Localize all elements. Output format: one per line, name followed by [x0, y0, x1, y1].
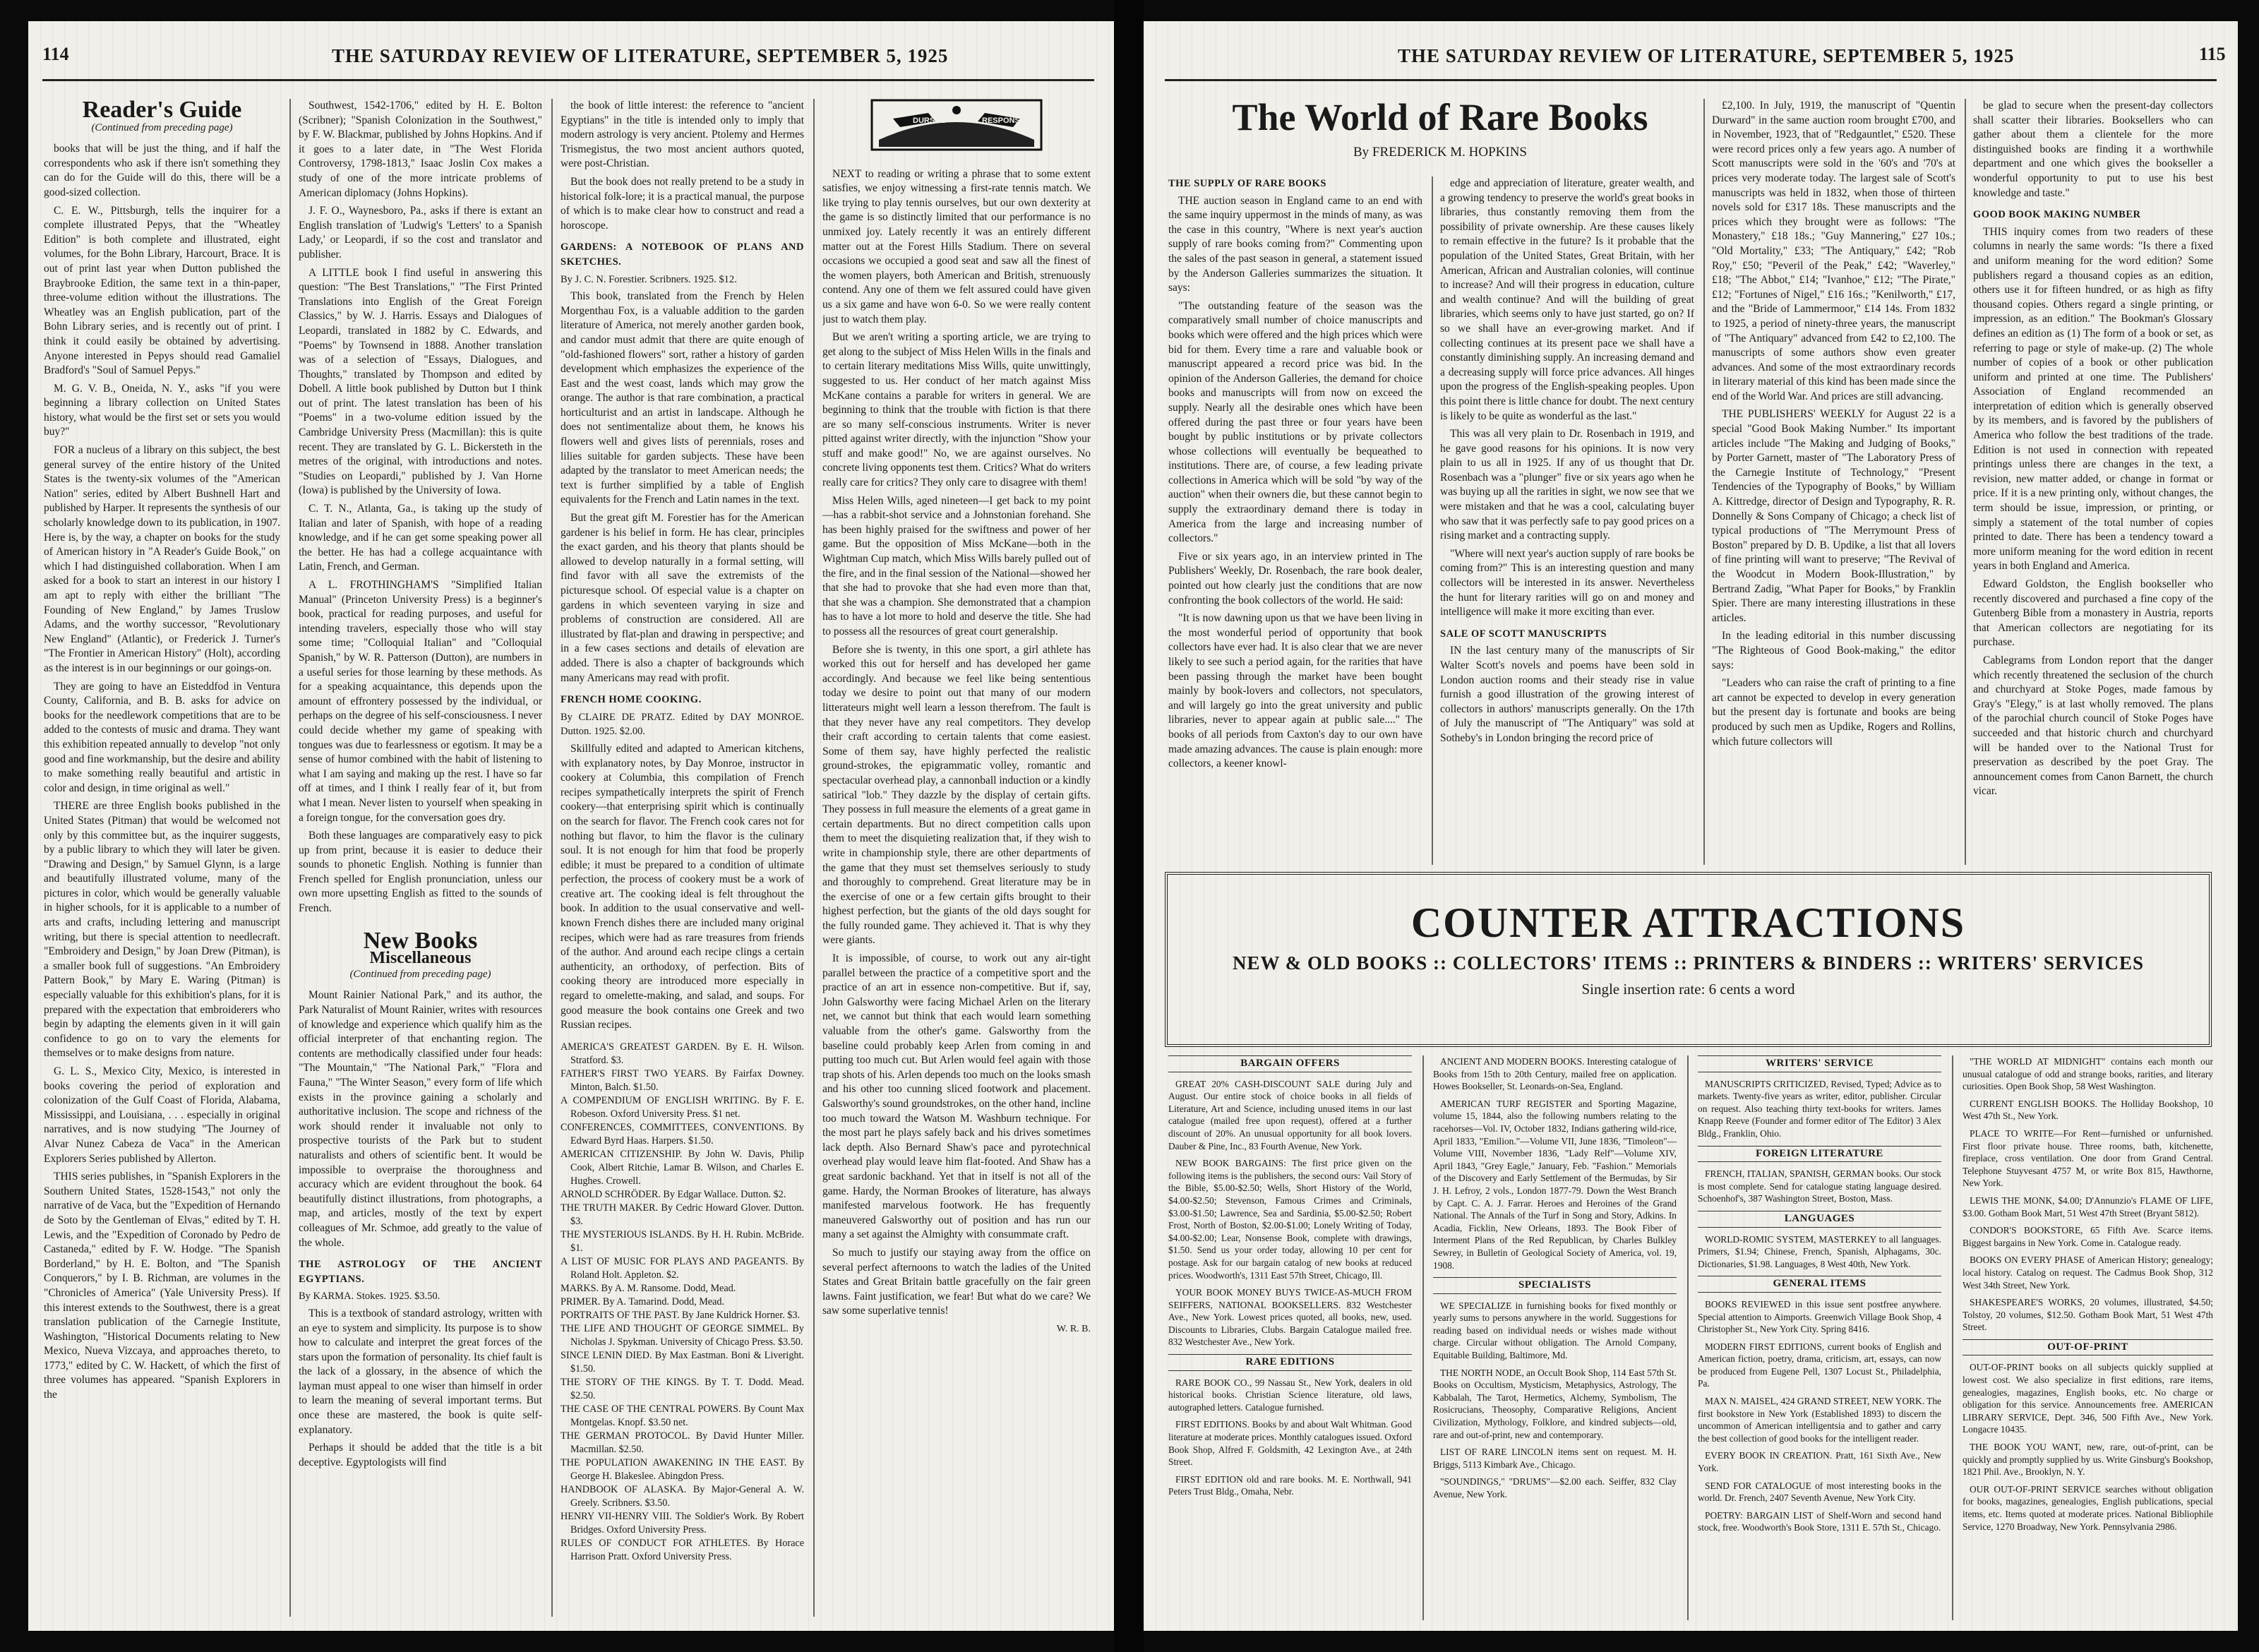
paragraph: But the great gift M. Forestier has for the American gardener is his belief in form. He has clear, principles the exact garden, and his theory that plants should be allowed to develop naturally in a formal setting, will find favor with all save the extremists of the picturesque school. Of especial value is a chapter on gardens in which seventeen varying in size and problems of construction are considered. All are illustrated by flat-plan and drawing in perspective; and in a few cases sections and details of elevation are added. There is also a chapter of backgrounds which many Americans may read with profit. — [561, 512, 804, 684]
paragraph: Both these languages are comparatively easy to pick up from print, because it is easier to deduce their sounds to phonetic English. Nothing is funnier than French spelled for English pronunciation, unless our own more upsetting English as fitted to the sounds of French. — [299, 830, 542, 915]
classified-ad: THE BOOK YOU WANT, new, rare, out-of-print, can be quickly and promptly supplied by us. Write Ginsburg's Bookshop, 1821 Phil. Ave., Brooklyn, N. Y. — [1963, 1442, 2213, 1478]
new-books-continued: (Continued from preceding page) — [349, 968, 491, 980]
astrology-continued-body — [561, 99, 804, 233]
paragraph: In the leading editorial in this number discussing "The Righteous of Good Book-making," the editor says: — [1712, 630, 1955, 671]
readers-guide-body — [44, 142, 280, 1402]
classified-heading: SPECIALISTS — [1433, 1277, 1677, 1294]
french-cooking-heading: FRENCH HOME COOKING. — [561, 694, 702, 706]
paragraph: THERE are three English books published in the United States (Pitman) that would be welcomed not only by this committee but, as the inquirer suggests, by a public library to which they will later be given. "Drawing and Design," by Samuel Glynn, is a large and beautifully illustrated volume, many of the pictures in color, which would be generally valuable in higher schools, for it is applicable to a number of arts and crafts, including lettering and manuscript writing, but there is special attention to needlecraft. "Embroidery and Design," by Joan Drew (Pitman), is a smaller book full of suggestions. "An Embroidery Pattern Book," by Mary E. Waring (Pitman) is especially valuable for this exhibition's plans, for it is prepared with the expectation that embroiderers who begin by adapting the elements given in it will gain confidence to go on to vary the elements for themselves or to make designs from nature. — [44, 800, 280, 1060]
counter-attractions-subtitle: NEW & OLD BOOKS :: COLLECTORS' ITEMS :: PRINTERS & BINDERS :: WRITERS' SERVICES — [1232, 952, 2145, 974]
classified-ad: POETRY: BARGAIN LIST of Shelf-Worn and second hand stock, free. Woodworth's Book Store, 1311 E. 57th St., Chicago. — [1698, 1509, 1941, 1533]
paragraph: "Leaders who can raise the craft of printing to a fine art cannot be expected to develop in every generation but the present day is fortunate and books are being produced by such men as Updike, Rogers and Rollins, which future collectors will — [1712, 677, 1955, 748]
new-books-body — [299, 988, 542, 1250]
book-list-item: THE LIFE AND THOUGHT OF GEORGE SIMMEL. By Nicholas J. Spykman. University of Chicago Press. $3.50. — [561, 1322, 804, 1348]
gardens-meta: By J. C. N. Forestier. Scribners. 1925. $12. — [561, 273, 737, 285]
classified-ad: GREAT 20% CASH-DISCOUNT SALE during July and August. Our entire stock of choice books in all fields of Literature, Art and Science, including unused items in our last catalogue (mailed free upon request), offered at a further discount of 20%. An unusual opportunity for all book lovers. Dauber & Pine, Inc., 83 Fourth Avenue, New York. — [1168, 1078, 1412, 1151]
making-heading: GOOD BOOK MAKING NUMBER — [1973, 209, 2141, 221]
column-rule — [551, 99, 553, 1617]
french-cooking-meta: By CLAIRE DE PRATZ. Edited by DAY MONROE. Dutton. 1925. $2.00. — [561, 711, 804, 738]
rare-books-column-4 — [1973, 99, 2213, 865]
classified-ad: OUT-OF-PRINT books on all subjects quickly supplied at lowest cost. We also specialize in first editions, rare items, genealogies, magazines, English books, etc. No charge or obligation for this service. Announcements free. AMERICAN LIBRARY SERVICE, Dept. 346, 500 Fifth Ave., New York. Longacre 10435. — [1963, 1362, 2213, 1435]
classified-ad: NEW BOOK BARGAINS: The first price given on the following items is the publishers, the second ours: Vail Story of the Bible, $5.00-$2.50; Wells, Short History of the World, $4.00-$2.50; Stevenson, Famous Crimes and Criminals, $3.00-$1.50; Lawrence, Sea and Sardinia, $5.00-$2.50; Robert Frost, North of Boston, $2.00-$1.00; Lonely Writing of Today, $4.00-$2.00; Lear, Nonsense Book, complete with drawings, $1.50. Send us your order today, allowing 10 per cent for postage. Ask for our bargain catalog of new books at reduced prices. Woodworth's, 1311 East 57th Street, Chicago, Ill. — [1168, 1158, 1412, 1281]
classified-heading: WRITERS' SERVICE — [1698, 1055, 1941, 1072]
new-books-subtitle: Miscellaneous — [369, 949, 472, 968]
page-gutter — [1114, 0, 1144, 1652]
astrology-meta: By KARMA. Stokes. 1925. $3.50. — [299, 1291, 441, 1303]
readers-guide-continued: (Continued from preceding page) — [91, 121, 233, 133]
paragraph: This is a textbook of standard astrology, written with an eye to system and simplicity. Its purpose is to show how to calculate and interpret the great forces of the stars upon the formation of personality. Its chief fault is the lack of a glossary, in the absence of which the layman must appeal to one wiser than himself in order to learn the meaning of several important terms. But once these are mastered, the book is quite self-explanatory. — [299, 1307, 542, 1436]
counter-attractions-title: COUNTER ATTRACTIONS — [1410, 899, 1966, 946]
column-rule — [289, 99, 291, 1617]
classifieds-column-3 — [1698, 1055, 1941, 1539]
book-list-item: THE MYSTERIOUS ISLANDS. By H. H. Rubin. McBride. $1. — [561, 1228, 804, 1254]
book-list-item: PORTRAITS OF THE PAST. By Jane Kuldrick Horner. $3. — [561, 1309, 800, 1321]
classified-ad: RARE BOOK CO., 99 Nassau St., New York, dealers in old historical books. Christian Science literature, old laws, autographed letters. Catalogue furnished. — [1168, 1377, 1412, 1413]
rare-books-column-1 — [1168, 176, 1422, 865]
paragraph: the book of little interest: the reference to "ancient Egyptians" in the title is intended only to imply that modern astrology is very ancient. Ptolemy and Hermes Trismegistus, the two most ancient authors quoted, were post-Christian. — [561, 100, 804, 170]
classifieds-column-1 — [1168, 1055, 1412, 1503]
paragraph: This book, translated from the French by Helen Morgenthau Fox, is a valuable addition to the garden literature of America, not merely another garden book, and candor must admit that there are quite enough of "old-fashioned flowers" sort, rather a history of garden development which emphasizes the experience of the East and the west coast, lands which may grow the orange. The author is that rare combination, a practical horticulturist and an artist in landscape. Although he does not sentimentalize about them, he knows his flowers well and gives lists of perennials, roses and lilies suitable for garden subjects. These have been adapted by the translator to meet American needs; the text is further simplified by a table of English equivalents for the French and Latin names in the text. — [561, 290, 804, 506]
book-list-item: SINCE LENIN DIED. By Max Eastman. Boni & Liveright. $1.50. — [561, 1349, 804, 1375]
paragraph: "It is now dawning upon us that we have been living in the most wonderful period of opportunity that book collectors have ever had. It is also clear that we are never likely to see such a period again, for the rarities that have been passing through the market have been bought mainly by book-lovers and collectors, not speculators, and will largely go into the great university and public libraries, never to appear again at public sale...." The books of all periods from Caxton's day to our own have made amazing advances. The cause is plain enough: more collectors, a keener knowl- — [1168, 612, 1422, 770]
reviews-column — [561, 99, 804, 1617]
counter-attractions-banner — [1165, 872, 2212, 1047]
paragraph: G. L. S., Mexico City, Mexico, is interested in books covering the period of exploration and colonization of the Gulf Coast of Florida, Alabama, Mississippi, and Louisiana, . . . especially in original narratives, and is now studying "The Journey of Alvar Nunez Cabeza de Vaca" in the American Explorers Series published by Allerton. — [44, 1065, 280, 1165]
paragraph: be glad to secure when the present-day collectors shall scatter their libraries. Booksellers who can gather about them a clientele for the more distinguished books are finding it a worthwhile department and one which gives the bookseller a wonderful opportunity to put to use his best knowledge and taste." — [1973, 100, 2213, 199]
classified-heading: FOREIGN LITERATURE — [1698, 1146, 1941, 1163]
paragraph: A L. FROTHINGHAM'S "Simplified Italian Manual" (Princeton University Press) is a beginner's book, practical for reading purposes, and useful for intending travelers, especially those who will stay some time; "Colloquial Italian" and "Colloquial Spanish," by W. R. Patterson (Dutton), are numbers in a useful series for those learning by these methods. As for a speaking acquaintance, this depends upon the amount of effrontery possessed by the individual, or perhaps on the degree of his self-consciousness. I never could decide whether my game of speaking with tongues was due to fearlessness or egotism. It may be a sense of humor combined with the habit of listening to what I am saying and making up the rest. I have so far off at times, and I think I really fear of it, but from what I mean. Never listen to yourself when speaking in a foreign tongue, for the conversation goes dry. — [299, 579, 542, 824]
classified-ad: FIRST EDITIONS. Books by and about Walt Whitman. Good literature at moderate prices. Monthly catalogues issued. Oxford Book Shop, Alfred F. Goldsmith, 42 Lexington Ave., at 24th Street. — [1168, 1419, 1412, 1468]
astrology-heading: THE ASTROLOGY OF THE ANCIENT EGYPTIANS. — [299, 1259, 542, 1285]
classified-ad: LIST OF RARE LINCOLN items sent on request. M. H. Briggs, 5113 Kimbark Ave., Chicago. — [1433, 1447, 1677, 1470]
paragraph: THIS series publishes, in "Spanish Explorers in the Southern United States, 1528-1543," not only the narrative of de Vaca, but the "Expedition of Hernando de Soto by the Gentleman of Elvas," edited by T. H. Lewis, and the "Expedition of Coronado by Pedro de Castaneda," edited by F. W. Hodge. "The Spanish Borderland," by H. E. Bolton, and "The Spanish Conquerors," by I. B. Richman, are volumes in the "Chronicles of America" (Yale University Press). If this interest extends to the Southwest, there is a great translation publication of the Carnegie Institute, Washington, "Historical Documents relating to New Mexico, Nueva Vizcaya, and approaches thereto, to 1773," edited by C. W. Hackett, of which the first of three volumes has appeared. "Spanish Explorers in the — [44, 1171, 280, 1401]
paragraph: NEXT to reading or writing a phrase that to some extent satisfies, we enjoy witnessing a first-rate tennis match. We like trying to play tennis ourselves, but our own dexterity at the game is so distinctly limited that our performance is no unmixed joy. Lately recently it was an entirely different matter out at the Forest Hills Stadium. There on several occasions we occupied a good seat and saw all the finest of the women players, both American and British, strenuously contend. Any one of them we felt assured could have given us a six game and have won 6-0. So we were really content just to watch them play. — [822, 167, 1091, 325]
header-rule — [1165, 79, 2217, 81]
paragraph: But the book does not really pretend to be a study in historical folk-lore; it is a practical manual, the purpose of which is to make clear how to construct and read a horoscope. — [561, 175, 804, 232]
book-list-item: FATHER'S FIRST TWO YEARS. By Fairfax Downey. Minton, Balch. $1.50. — [561, 1067, 804, 1093]
guide-continued-column — [299, 99, 542, 1617]
classified-heading: BARGAIN OFFERS — [1168, 1055, 1412, 1072]
gardens-body — [561, 289, 804, 686]
paragraph: "The outstanding feature of the season was the comparatively small number of choice manuscripts and books which were offered and the high prices which were bid for them. Every time a rare and valuable book or manuscript appeared a record price was bid. In the opinion of the Anderson Galleries, the demand for choice books and manuscripts will from now on exceed the supply. Nearly all the desirable ones which have been offered during the past three or four years have been bought by public institutions or by private collectors whose collections will eventually be bequeathed to institutions. There are, of course, a few leading private collections in America which will be sold "by way of the auction" when their owners die, but these cannot begin to supply the extraordinary demand there is today in America from the large and increasing number of collectors." — [1168, 299, 1422, 545]
book-list-item: A LIST OF MUSIC FOR PLAYS AND PAGEANTS. By Roland Holt. Appleton. $2. — [561, 1255, 804, 1281]
paragraph: "Where will next year's auction supply of rare books be coming from?" This is an interesting question and many collectors will be interested in its answer. Nevertheless the hunt for literary rarities will go on and money and intelligence will make it more exciting than ever. — [1440, 547, 1694, 618]
classified-ad: MANUSCRIPTS CRITICIZED, Revised, Typed; Advice as to markets. Twenty-five years as writer, editor, publisher. Circular on request. Also teaching thirty text-books for writers. James Knapp Reeve (Founder and former editor of The Editor) 3 Alex Bldg., Franklin, Ohio. — [1698, 1078, 1941, 1139]
book-list-item: THE CASE OF THE CENTRAL POWERS. By Count Max Montgelas. Knopf. $3.50 net. — [561, 1403, 804, 1428]
paragraph: £2,100. In July, 1919, the manuscript of "Quentin Durward" in the same auction room brought £700, and in November, 1923, that of "Redgauntlet," £520. These were record prices only a few years ago. A number of Scott manuscripts were sold in the '60's and '70's at prices very moderate today. The largest sale of Scott's manuscripts was held in 1832, when those of thirteen novels sold for £317 18s. These manuscripts and the prices which they brought were as follows: "The Monastery," £18 18s.; "Guy Mannering," £27 10s.; "Old Mortality," £33; "The Antiquary," £42; "Rob Roy," £50; "Peveril of the Peak," £42; "Waverley," £18; "The Abbot," £14; "Ivanhoe," £12; "The Pirate," £12; "Fortunes of Nigel," £16 16s.; "Kenilworth," £17, and the "Bride of Lammermoor," £14 14s. From 1832 to 1925, a period of ninety-three years, the manuscript of "The Antiquary" advanced from £42 to £2,100. The manuscripts of some authors show even greater advances. And some of the most extraordinary records in literary material of this kind has been made since the end of the World War. And prices are still advancing. — [1712, 100, 1955, 402]
classified-heading: RARE EDITIONS — [1168, 1354, 1412, 1371]
paragraph: But we aren't writing a sporting article, we are trying to get along to the subject of Miss Helen Wills in the finals and to certain literary meditations Miss Wills, quite unwittingly, suggested to us. Her conduct of her match against Miss McKane contains a parable for writers in general. We are beginning to think that the trouble with fiction is that there are so many self-conscious instruments. Writer is never pitted against writer directly, with the injunction "Show your stuff and make good!" No, we are against ourselves. No concrete living opponents test them. Critics? What do writers really care for critics? They only care to disagree with them! — [822, 331, 1091, 489]
column-rule — [1965, 99, 1966, 865]
paragraph: They are going to have an Eisteddfod in Ventura County, California, and B. B. asks for advice on books for the needlework competitions that are to be added to the contests of music and drama. They want this exhibition repeated annually to develop "not only good and fine workmanship, but the desire and ability to make something really beautiful and artistic in color and design, in time original as well." — [44, 680, 280, 794]
header-rule — [42, 79, 1094, 81]
book-list-item: HANDBOOK OF ALASKA. By Major-General A. W. Greely. Scribners. $3.50. — [561, 1483, 804, 1509]
rare-books-body-4 — [1973, 99, 2213, 200]
classified-ad: ANCIENT AND MODERN BOOKS. Interesting catalogue of Books from 15th to 20th Century, mailed free on application. Howes Bookseller, St. Leonards-on-Sea, England. — [1433, 1056, 1677, 1092]
astrology-body — [299, 1307, 542, 1471]
guide-continued-body — [299, 99, 542, 916]
column-rule — [813, 99, 815, 1617]
paragraph: So much to justify our staying away from the office on several perfect afternoons to watch the ladies of the United States and Great Britain battle gracefully on the fair green lawns. Faint justification, we fear! But what do we care? We saw some superlative tennis! — [822, 1246, 1091, 1317]
paragraph: C. E. W., Pittsburgh, tells the inquirer for a complete illustrated Pepys, that the "Wheatley Edition" is both complete and illustrated, eight volumes, for the Bohn Library, Harcourt, Brace. It is out of print last year when Dutton published the Braybrooke Edition, the same text in a thin-paper, three-volume edition without the illustrations. The Wheatley was an English publication, part of the Bohn Library series, and is recently out of print. I think it could easily be obtained by advertising. Anyone interested in Pepys should read Gamaliel Bradford's "Soul of Samuel Pepys." — [44, 204, 280, 377]
column-rule — [1432, 176, 1433, 865]
classified-ad: LEWIS THE MONK, $4.00; D'Annunzio's FLAME OF LIFE, $3.00. Gotham Book Mart, 51 West 47th Street (Bryant 5812). — [1963, 1195, 2213, 1219]
classified-ad: MODERN FIRST EDITIONS, current books of English and American fiction, poetry, drama, criticism, art, essays, can now be produced from Eugene Pell, 1307 Locust St., Philadelphia, Pa. — [1698, 1341, 1941, 1389]
paragraph: Five or six years ago, in an interview printed in The Publishers' Weekly, Dr. Rosenbach, the rare book dealer, pointed out how clearly just the conditions that are now confronting the book collectors of the world. He said: — [1168, 550, 1422, 606]
classified-heading: OUT-OF-PRINT — [1963, 1339, 2213, 1356]
book-list-item: THE POPULATION AWAKENING IN THE EAST. By George H. Blakeslee. Abingdon Press. — [561, 1456, 804, 1482]
classified-ad: MAX N. MAISEL, 424 GRAND STREET, NEW YORK. The first bookstore in New York (Established 1893) to discern the uncommon of American intelligentsia and to gather and carry the best collection of good books for the intelligent reader. — [1698, 1396, 1941, 1444]
column-rule — [1703, 99, 1705, 865]
banner-left-label: DURSYE — [913, 116, 945, 125]
rare-books-byline: By FREDERICK M. HOPKINS — [1353, 145, 1527, 160]
bowling-green-column — [822, 97, 1091, 1615]
column-rule — [1422, 1055, 1424, 1620]
paragraph: Cablegrams from London report that the danger which recently threatened the seclusion of the church and churchyard at Stoke Poges, made famous by Gray's "Elegy," is at last wholly removed. The plans of the parochial church council of Stoke Poges have succeeded and that historic church and churchyard will be handed over to the National Trust for preservation as described by the poet Gray. The announcement comes from Canon Barnett, the church vicar. — [1973, 654, 2213, 798]
readers-guide-column — [44, 99, 280, 1617]
paragraph: J. F. O., Waynesboro, Pa., asks if there is extant an English translation of 'Ludwig's 'Letters' to a Spanish Lady,' or Leopardi, if so the cost and translator and publisher. — [299, 205, 542, 261]
classified-ad: BOOKS REVIEWED in this issue sent postfree anywhere. Special attention to Aimports. Greenwich Village Book Shop, 4 Christopher St., New York City. Spring 8416. — [1698, 1298, 1941, 1335]
classified-ad: AMERICAN TURF REGISTER and Sporting Magazine, volume 15, 1844, also the following numbers relating to the racehorses—Vol. IV, October 1832, Indians gathering wild-rice, April 1833, "Emilion."—Volume VII, June 1836, "Timoleon"—Volume VIII, November 1836, "Lady Relf"—Volume XIV, April 1843, "Grey Eagle," January, Feb. "Fashion." Memorials of the Discovery and Early Settlement of the Bermudas, by Sir J. H. Lefroy, 2 vols., London 1877-79. Down the West Branch by Capt. C. A. J. Farrar. Heroes and Heroines of the Grand National. The Annals of the Turf in Song and Story, Adkins. In Acadia, Ficklin, New Orleans, 1893. The Book Fiber of Interment Plans of the Red Republican, by Charles Bulkley Sewrey, in Bulletin of Geological Society of America, vol. 19, 1908. — [1433, 1098, 1677, 1271]
rare-books-body-2 — [1440, 176, 1694, 620]
classified-heading: GENERAL ITEMS — [1698, 1276, 1941, 1293]
classified-ad: WORLD-ROMIC SYSTEM, MASTERKEY to all languages. Primers, $1.94; Chinese, French, Spanish, Alphagams, 30c. Dictionaries, $1.98. Languages, 8 West 40th, New York. — [1698, 1233, 1941, 1269]
classified-ad: EVERY BOOK IN CREATION. Pratt, 161 Sixth Ave., New York. — [1698, 1450, 1941, 1474]
paragraph: THIS inquiry comes from two readers of these columns in nearly the same words: "Is there a fixed and uniform meaning for the word edition? Some publishers regard a thousand copies as an edition, others use it for fifteen hundred, or as high as fifty thousand copies. Others regard a single printing, or impression, as an edition." The Bookman's Glossary defines an edition as (1) The form of a book or set, as referring to page or style of make-up. (2) The whole number of copies of a book or other publication uniform and printed at one time. The Publishers' Association of England recommended an interpretation of edition which is generally observed by its members, and is favored by the publishers of America who follow the best traditions of the trade. Edition is not used in connection with repeated printings unless there are changes in the text, a revision, new matter added, or change in format or price. If it is a new printing only, without changes, the term should be issue, impression, or printing, or simply a statement of the total number of copies printed to date. There has been a tendency toward a more uniform meaning for the word edition in recent years in both England and America. — [1973, 225, 2213, 573]
paragraph: THE PUBLISHERS' WEEKLY for August 22 is a special "Good Book Making Number." Its important articles include "The Making and Judging of Books," by Porter Garnett, master of "The Laboratory Press of the Carnegie Institute of Technology," "Present Tendencies of the Typography of Books," by William A. Kittredge, director of Design and Typography, R. R. Donnelly & Sons Company of Chicago; a check list of typical productions of "The Merrymount Press of Boston" prepared by D. B. Updike, a list that all lovers of fine printing will want to preserve; "The Revival of the Woodcut in Modern Book-Illustration," by Bertrand Zadig, "What Paper for Books," by Franklin Spier. There are many interesting illustrations in these articles. — [1712, 408, 1955, 624]
classified-ad: YOUR BOOK MONEY BUYS TWICE-AS-MUCH FROM SEIFFERS, NATIONAL BOOKSELLERS. 832 Westchester Ave., New York. Lowest prices quoted, all books, new, used. Discounts to Libraries, Clubs. Bargain Catalogue mailed free. 832 Westchester Ave., New York. — [1168, 1287, 1412, 1348]
bowling-green-body — [822, 167, 1091, 1319]
book-list-item: RULES OF CONDUCT FOR ATHLETES. By Horace Harrison Pratt. Oxford University Press. — [561, 1537, 804, 1562]
scott-paragraph: IN the last century many of the manuscripts of Sir Walter Scott's novels and poems have been sold in London auction rooms and their steady rise in value furnish a good illustration of the growing interest of collectors in authors' manuscripts generally. On the 17th of July the manuscript of "The Antiquary" was sold at Sotheby's in London bringing the record price of — [1440, 645, 1694, 744]
paragraph: FOR a nucleus of a library on this subject, the best general survey of the entire history of the United States is the twenty-six volumes of the "American Nation" series, edited by Albert Bushnell Hart and published by Harper. It represents the synthesis of our scholarly knowledge down to its publication, in 1907. Here is, by the way, a chapter on books for the study of American history in "A Reader's Guide Book," on which I had distinguished collaboration. When I am asked for a book to start an interest in our history I am apt to reply with either the brilliant "The Founding of New England," by James Truslow Adams, and the worthy successor, "Revolutionary New England" (Atlantic), or Frederick J. Turner's "The Frontier in American History" (Holt), according as the interest is in our beginnings or our goings-on. — [44, 444, 280, 674]
readers-guide-title: Reader's Guide — [82, 99, 242, 123]
book-list-item: AMERICA'S GREATEST GARDEN. By E. H. Wilson. Stratford. $3. — [561, 1041, 804, 1066]
classified-ad: SEND FOR CATALOGUE of most interesting books in the world. Dr. French, 2407 Seventh Avenue, New York City. — [1698, 1480, 1941, 1504]
book-list-item: THE TRUTH MAKER. By Cedric Howard Glover. Dutton. $3. — [561, 1202, 804, 1227]
page-number: 115 — [2199, 44, 2226, 64]
book-list-item: PRIMER. By A. Tamarind. Dodd, Mead. — [561, 1295, 725, 1307]
right-page — [1144, 21, 2238, 1631]
gardens-heading: GARDENS: A NOTEBOOK OF PLANS AND SKETCHES. — [561, 241, 804, 268]
paragraph: Before she is twenty, in this one sport, a girl athlete has worked this out for herself and has developed her game accordingly. And because we feel like being sententious today we desire to point out that many of our modern litterateurs might well learn a lesson therefrom. The fault is that they never have any real competitors. They develop their craft according to certain talents that come easiest. Some of them say, have highly perfected the realistic ground-strokes, the epigrammatic volley, romantic and spectacular overhead play, a cannonball induction or a kindly satirical "lob." They dazzle by the display of certain gifts. They possess in full measure the elements of a great game in certain departments. But no direct competition calls upon them to meet the disquieting realization that, if they wish to write in championship style, there are other departments of the game that they must set themselves seriously to study and thoroughly to comprehend. Great literature may be in the exercise of one or a few certain gifts brought to their highest perfection, but the giants of the old days sought for the fully rounded game. They achieved it. That is why they were giants. — [822, 643, 1091, 947]
paragraph: Mount Rainier National Park," and its author, the Park Naturalist of Mount Rainier, writes with resources of knowledge and experience which qualify him as the official interpreter of that enchanting region. The contents are methodically classified under four heads: "The Mountain," "The National Park," "Flora and Fauna," "The Winter Season," every form of life which exists in the province gaining a scholarly and authoritative inclusion. The scope and richness of the work should render it invaluable not only to prospective tourists of the Park but to student naturalists and others of scientific bent. It would be impossible to overpraise the thoroughness and accuracy which are evident throughout the book. 64 beautifully distinct illustrations, from photographs, a map, and articles, mostly of the text by expert colleagues of Mr. Schmoe, add greatly to the value of the whole. — [299, 989, 542, 1249]
french-cooking-body — [561, 742, 804, 1033]
classified-heading: LANGUAGES — [1698, 1211, 1941, 1228]
book-list-item: MARKS. By A. M. Ransome. Dodd, Mead. — [561, 1282, 736, 1294]
banner-right-label: RESPONSE — [982, 116, 1026, 125]
classified-ad: WE SPECIALIZE in furnishing books for fixed monthly or yearly sums to persons anywhere in the world. Suggestions for reading based on individual needs or wishes made without charge. Circular without obligation. The Arnold Company, Equitable Building, Baltimore, Md. — [1433, 1300, 1677, 1361]
book-list-item: AMERICAN CITIZENSHIP. By John W. Davis, Philip Cook, Albert Ritchie, Lamar B. Wilson, and Charles E. Hughes. Crowell. — [561, 1148, 804, 1187]
rare-books-column-3 — [1712, 99, 1955, 865]
paragraph: Skillfully edited and adapted to American kitchens, with explanatory notes, by Day Monroe, instructor in cookery at Columbia, this compilation of French recipes sympathetically interprets the spirit of French cookery—that enterprising spirit which is continually on the search for flavor. The French cook cares not for nothing but flavor, to him the flavor is the culinary soul. It is not enough for him that food be properly edible; it must be prepared to a condition of ultimate perfection, the process of cookery must be a work of creative art. The cooking ideal is felt throughout the book. In addition to the usual conservative and well-known French dishes there are included many original recipes, which were had as rare treasures from friends of the author. And around each recipe clings a certain authenticity, an orthodoxy, of perfection. Bits of cooking theory are introduced more especially in regard to omelette-making, and salad, and soups. For good measure the book contains one Greek and two Russian recipes. — [561, 742, 804, 1031]
classified-ad: BOOKS ON EVERY PHASE of American History; genealogy; local history. Catalog on request. The Cadmus Book Shop, 312 West 34th Street, New York. — [1963, 1255, 2213, 1291]
left-page — [28, 21, 1114, 1631]
running-head: THE SATURDAY REVIEW OF LITERATURE, SEPTEMBER 5, 1925 — [1398, 45, 2015, 66]
page-number: 114 — [42, 44, 69, 64]
paragraph: It is impossible, of course, to work out any air-tight parallel between the practice of a competitive sport and the practice of an art in essence non-competitive. But if, say, John Galsworthy were facing Michael Arlen on the literary net, we cannot but think that each would learn something valuable from the other's game. Galsworthy from the baseline could probably keep Arlen from coming in and putting too much cut. But Arlen would feel again with those trap shots of his. Arlen depends too much on the looks smash and his other too cunning sliced footwork and placement. Galsworthy's sound groundstrokes, on the other hand, incline too much toward the Watson M. Washburn technique. For the most part he plays safely back and his drives sometimes lack depth. Also Bernard Shaw's pace and pyrotechnical overhead play would leave him flat-footed. And Shaw has a great sardonic backhand. Yet that in itself is not all of the game. Hardy, the Norman Brookes of literature, has always manifested marvelous footwork. He has frequently maneuvered Galsworthy out of position and has run our many a set against the Almighty with consummate craft. — [822, 952, 1091, 1241]
book-list-item: HENRY VII-HENRY VIII. The Soldier's Work. By Robert Bridges. Oxford University Press. — [561, 1510, 804, 1536]
paragraph: Perhaps it should be added that the title is a bit deceptive. Egyptologists will find — [299, 1442, 542, 1468]
rare-books-body-3 — [1712, 99, 1955, 749]
counter-attractions-rate: Single insertion rate: 6 cents a word — [1581, 981, 1795, 998]
classifieds-column-2 — [1433, 1055, 1677, 1506]
paragraph: Miss Helen Wills, aged nineteen—I get back to my point—has a rabbit-shot service and a Johnstonian forehand. She has been highly praised for the swiftness and power of her game. But the opposition of Miss McKane—both in the Wightman Cup match, which Miss Wills barely pulled out of the fire, and in the final session of the National—showed her that she had to provoke that she had even more than that, that she was a champion. She demonstrated that a champion has to have a lot more to hold and deserve the title. She had to possess all the resources of great court generalship. — [822, 494, 1091, 638]
classified-ad: FIRST EDITION old and rare books. M. E. Northwall, 941 Peters Trust Bldg., Omaha, Nebr. — [1168, 1473, 1412, 1497]
paragraph: books that will be just the thing, and if half the correspondents who ask if there isn't something they can do for the Guide will do this, there will be a good-sized collection. — [44, 143, 280, 198]
column-rule — [1952, 1055, 1953, 1620]
paragraph: edge and appreciation of literature, greater wealth, and a growing tendency to preserve the world's great books in libraries, thus constantly removing them from the possibility of private ownership. Are these causes likely to remain effective in the future? Is it probable that the population of the United States, Great Britain, with her American, African and Australian colonies, will continue to increase? And will their progress in education, culture and wealth continue? And will the building of great libraries, which seems only to have just started, go on? If so we shall have an ever-growing market. And if collecting continues at its present pace we shall have a constantly diminishing supply. An increasing demand and a decreasing supply will force price advances. All hinges upon the progress of the English-speaking peoples. Upon this point there is little chance for doubt. The next century is likely to be quite as wonderful as the last." — [1440, 177, 1694, 422]
new-books-title: New Books — [363, 927, 478, 954]
book-list-item: A COMPENDIUM OF ENGLISH WRITING. By F. E. Robeson. Oxford University Press. $1 net. — [561, 1094, 804, 1120]
classified-ad: OUR OUT-OF-PRINT SERVICE searches without obligation for books, magazines, genealogies, English publications, special items, etc. Items quoted at moderate prices. National Bibliophile Service, 1270 Broadway, New York. Pennsylvania 2986. — [1963, 1483, 2213, 1532]
paragraph: A LITTLE book I find useful in answering this question: "The Best Translations," "The First Printed Translations into English of the Great Foreign Classics," by W. J. Harris. Essays and Dialogues of Leopardi, translated in 1882 by C. Edwards, and "Poems" by Townsend in 1888. Another translation was of a selection of "Essays, Dialogues, and Thoughts," translated by Thompson and edited by Dobell. A little book published by Dutton but I think out of print. The latest translation has been of his "Poems" in a two-volume edition issued by the Cambridge University Press (Macmillan): this is quite recent. They are translated by G. L. Bickersteth in the metres of the original, with introductions and notes. "Studies on Leopardi," published by J. Van Horne (Iowa) is published by the University of Iowa. — [299, 266, 542, 497]
classified-ad: "SOUNDINGS," "DRUMS"—$2.00 each. Seiffer, 832 Clay Avenue, New York. — [1433, 1476, 1677, 1500]
paragraph: M. G. V. B., Oneida, N. Y., asks "if you were beginning a library collection on United States history, what would be the first set or sets you would buy?" — [44, 382, 280, 438]
signature: W. R. B. — [1056, 1323, 1091, 1334]
paragraph: C. T. N., Atlanta, Ga., is taking up the study of Italian and later of Spanish, with hope of a reading knowledge, and if he can get some speaking power all the better. He has had a college acquaintance with Latin, French, and German. — [299, 503, 542, 573]
column-banner-illustration — [822, 97, 1091, 152]
rare-books-body-1 — [1168, 194, 1422, 772]
classified-ad: CURRENT ENGLISH BOOKS. The Holliday Bookshop, 10 West 47th St., New York. — [1963, 1098, 2213, 1122]
column-rule — [1687, 1055, 1689, 1620]
classified-ad: SHAKESPEARE'S WORKS, 20 volumes, illustrated, $4.50; Tolstoy, 20 volumes, $12.50. Gotham Book Mart, 51 West 47th Street. — [1963, 1297, 2213, 1333]
paragraph: Southwest, 1542-1706," edited by H. E. Bolton (Scribner); "Spanish Colonization in the Southwest," by F. W. Blackmar, published by Johns Hopkins. And if it goes to a later date, in "The West Florida Controversy, 1798-1813," Isaac Joslin Cox makes a study of one of the more intricate problems of American diplomacy (Johns Hopkins). — [299, 100, 542, 199]
paragraph: Edward Goldston, the English bookseller who recently discovered and purchased a fine copy of the Gutenberg Bible from a monastery in Austria, reports that American collectors are negotiating for its purchase. — [1973, 578, 2213, 649]
book-list-item: ARNOLD SCHRÖDER. By Edgar Wallace. Dutton. $2. — [561, 1188, 786, 1200]
rare-books-title: The World of Rare Books — [1232, 96, 1648, 138]
book-list-item: THE STORY OF THE KINGS. By T. T. Dodd. Mead. $2.50. — [561, 1376, 804, 1401]
paragraph: This was all very plain to Dr. Rosenbach in 1919, and he gave good reasons for his opinions. It is now very plain to us all in 1925. If any of us thought that Dr. Rosenbach was a "plunger" five or six years ago when he was buying up all the rarities in sight, we now see that we were mistaken and that he was a cool, calculating buyer who saw that it was perfectly safe to pay good prices on a rising market and a contracting supply. — [1440, 428, 1694, 542]
running-head: THE SATURDAY REVIEW OF LITERATURE, SEPTEMBER 5, 1925 — [332, 45, 949, 66]
rare-books-column-2 — [1440, 176, 1694, 865]
classified-ad: "THE WORLD AT MIDNIGHT" contains each month our unusual catalogue of odd and strange books, rarities, and literary curiosities. Open Book Shop, 58 West Washington. — [1963, 1056, 2213, 1092]
classifieds-column-4 — [1963, 1055, 2213, 1538]
paragraph: THE auction season in England came to an end with the same inquiry uppermost in the minds of many, as was the case in this country, "Where is next year's auction supply of rare books coming from?" Commenting upon the sales of the past season in general, a statement issued by the Anderson Galleries summarizes the situation. It says: — [1168, 194, 1422, 294]
classified-ad: FRENCH, ITALIAN, SPANISH, GERMAN books. Our stock is most complete. Send for catalogue stating language desired. Schoenhof's, 387 Washington Street, Boston, Mass. — [1698, 1168, 1941, 1204]
book-list-item: THE GERMAN PROTOCOL. By David Hunter Miller. Macmillan. $2.50. — [561, 1430, 804, 1455]
rare-books-body-4b — [1973, 225, 2213, 799]
supply-heading: THE SUPPLY OF RARE BOOKS — [1168, 178, 1326, 189]
classified-ad: PLACE TO WRITE—For Rent—furnished or unfurnished. First floor private house. Three rooms, bath, kitchenette, fireplace, cross ventilation. One door from Grand Central. Telephone Stuyvesant 4757 M, or write Box 815, Hawthorne, New York. — [1963, 1127, 2213, 1189]
scott-heading: SALE OF SCOTT MANUSCRIPTS — [1440, 628, 1607, 640]
book-list-item: CONFERENCES, COMMITTEES, CONVENTIONS. By Edward Byrd Haas. Harpers. $1.50. — [561, 1121, 804, 1147]
books-list — [561, 1041, 804, 1564]
classified-ad: CONDOR'S BOOKSTORE, 65 Fifth Ave. Scarce items. Biggest bargains in New York. Come in. Catalogue ready. — [1963, 1225, 2213, 1248]
classified-ad: THE NORTH NODE, an Occult Book Shop, 114 East 57th St. Books on Occultism, Mysticism, Metaphysics, Astrology, The Kabbalah, The Tarot, Hermetics, Alchemy, Symbolism, The Rosicrucians, Theosophy, Comparative Religions, Ancient Civilization, Mythology, Folklore, and kindred subjects—old, rare and out-of-print, new and contemporary. — [1433, 1367, 1677, 1440]
